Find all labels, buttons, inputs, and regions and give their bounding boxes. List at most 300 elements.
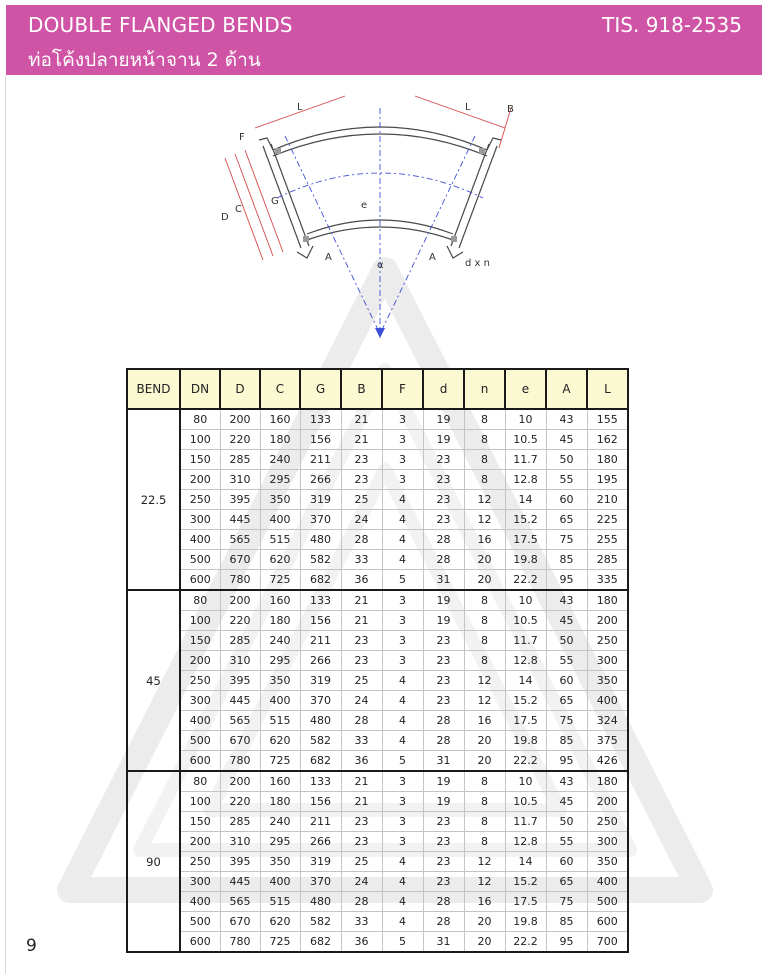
table-row	[127, 631, 628, 651]
table-cell: 4	[382, 510, 423, 530]
table-row	[127, 892, 628, 912]
table-cell: 28	[341, 892, 382, 912]
table-cell: 95	[546, 932, 587, 953]
table-cell: 670	[220, 912, 260, 932]
dimension-table	[126, 368, 629, 953]
table-cell: 19	[423, 430, 464, 450]
table-row	[127, 731, 628, 751]
table-cell: 565	[220, 530, 260, 550]
table-cell: 15.2	[505, 510, 546, 530]
table-cell: 250	[180, 490, 220, 510]
table-cell: 65	[546, 691, 587, 711]
table-row	[127, 751, 628, 772]
table-cell: 12.8	[505, 651, 546, 671]
table-row	[127, 932, 628, 953]
table-cell: 3	[382, 651, 423, 671]
table-cell: 50	[546, 812, 587, 832]
table-cell: 23	[341, 651, 382, 671]
table-cell: 23	[423, 812, 464, 832]
table-cell: 250	[180, 671, 220, 691]
svg-text:A: A	[325, 252, 332, 263]
table-cell: 682	[300, 932, 341, 953]
table-row	[127, 711, 628, 731]
table-cell: 75	[546, 892, 587, 912]
col-d: D	[220, 369, 260, 409]
table-cell: 620	[260, 912, 300, 932]
table-cell: 350	[260, 490, 300, 510]
table-cell: 295	[260, 651, 300, 671]
table-cell: 400	[260, 691, 300, 711]
table-cell: 350	[587, 671, 628, 691]
table-cell: 350	[260, 852, 300, 872]
table-cell: 75	[546, 530, 587, 550]
table-row	[127, 590, 628, 611]
table-cell: 600	[180, 932, 220, 953]
table-cell: 200	[587, 611, 628, 631]
table-cell: 23	[423, 872, 464, 892]
table-cell: 23	[423, 691, 464, 711]
table-cell: 8	[464, 771, 505, 792]
table-cell: 285	[220, 450, 260, 470]
table-cell: 500	[180, 912, 220, 932]
svg-text:C: C	[235, 204, 242, 215]
table-cell: 3	[382, 832, 423, 852]
table-cell: 5	[382, 570, 423, 591]
table-cell: 395	[220, 671, 260, 691]
table-cell: 375	[587, 731, 628, 751]
table-cell: 33	[341, 731, 382, 751]
table-cell: 43	[546, 771, 587, 792]
table-cell: 21	[341, 430, 382, 450]
table-cell: 19.8	[505, 731, 546, 751]
table-cell: 400	[180, 530, 220, 550]
table-cell: 200	[220, 590, 260, 611]
table-cell: 350	[587, 852, 628, 872]
table-cell: 370	[300, 872, 341, 892]
table-cell: 200	[587, 792, 628, 812]
table-cell: 23	[423, 631, 464, 651]
table-cell: 25	[341, 490, 382, 510]
table-cell: 4	[382, 912, 423, 932]
table-cell: 28	[423, 550, 464, 570]
table-cell: 240	[260, 631, 300, 651]
table-cell: 4	[382, 550, 423, 570]
table-cell: 45	[546, 792, 587, 812]
table-cell: 60	[546, 490, 587, 510]
table-cell: 180	[260, 611, 300, 631]
table-cell: 12	[464, 691, 505, 711]
table-cell: 3	[382, 470, 423, 490]
table-cell: 12	[464, 671, 505, 691]
table-cell: 160	[260, 771, 300, 792]
svg-text:F: F	[239, 132, 245, 143]
table-cell: 12.8	[505, 470, 546, 490]
table-cell: 15.2	[505, 872, 546, 892]
table-cell: 180	[587, 771, 628, 792]
table-cell: 500	[180, 550, 220, 570]
table-cell: 75	[546, 711, 587, 731]
col-a: A	[546, 369, 587, 409]
table-cell: 220	[220, 611, 260, 631]
table-cell: 400	[180, 711, 220, 731]
table-cell: 55	[546, 651, 587, 671]
table-cell: 620	[260, 550, 300, 570]
table-cell: 150	[180, 812, 220, 832]
table-cell: 20	[464, 751, 505, 772]
table-cell: 133	[300, 771, 341, 792]
table-cell: 565	[220, 711, 260, 731]
table-row	[127, 691, 628, 711]
table-cell: 156	[300, 430, 341, 450]
table-cell: 295	[260, 832, 300, 852]
table-cell: 200	[180, 832, 220, 852]
table-cell: 24	[341, 691, 382, 711]
table-cell: 23	[341, 450, 382, 470]
table-cell: 210	[587, 490, 628, 510]
table-cell: 8	[464, 590, 505, 611]
table-cell: 28	[423, 711, 464, 731]
table-cell: 10.5	[505, 611, 546, 631]
table-cell: 8	[464, 430, 505, 450]
table-cell: 21	[341, 590, 382, 611]
table-cell: 19.8	[505, 912, 546, 932]
table-cell: 3	[382, 430, 423, 450]
table-cell: 600	[180, 751, 220, 772]
table-cell: 22.2	[505, 932, 546, 953]
table-cell: 36	[341, 932, 382, 953]
table-cell: 250	[587, 812, 628, 832]
table-cell: 23	[423, 852, 464, 872]
table-cell: 310	[220, 470, 260, 490]
table-cell: 11.7	[505, 812, 546, 832]
svg-text:B: B	[507, 104, 514, 115]
table-cell: 220	[220, 792, 260, 812]
table-cell: 515	[260, 530, 300, 550]
table-cell: 45	[546, 430, 587, 450]
table-cell: 725	[260, 570, 300, 591]
table-cell: 4	[382, 711, 423, 731]
table-cell: 266	[300, 832, 341, 852]
table-cell: 310	[220, 651, 260, 671]
table-cell: 20	[464, 550, 505, 570]
table-cell: 285	[220, 631, 260, 651]
table-cell: 200	[180, 470, 220, 490]
title-english: DOUBLE FLANGED BENDS	[28, 13, 293, 37]
table-cell: 8	[464, 631, 505, 651]
table-cell: 8	[464, 611, 505, 631]
table-cell: 426	[587, 751, 628, 772]
table-cell: 515	[260, 892, 300, 912]
table-cell: 200	[220, 409, 260, 430]
table-cell: 400	[587, 872, 628, 892]
table-cell: 8	[464, 450, 505, 470]
table-cell: 319	[300, 671, 341, 691]
table-cell: 133	[300, 409, 341, 430]
title-thai: ท่อโค้งปลายหน้าจาน 2 ด้าน	[28, 49, 261, 71]
table-cell: 255	[587, 530, 628, 550]
page-header	[6, 5, 762, 75]
table-cell: 24	[341, 510, 382, 530]
table-cell: 480	[300, 711, 341, 731]
table-cell: 10	[505, 590, 546, 611]
table-cell: 12.8	[505, 832, 546, 852]
table-cell: 4	[382, 671, 423, 691]
table-cell: 682	[300, 751, 341, 772]
table-cell: 565	[220, 892, 260, 912]
table-cell: 23	[423, 450, 464, 470]
table-cell: 195	[587, 470, 628, 490]
table-cell: 5	[382, 751, 423, 772]
table-cell: 160	[260, 409, 300, 430]
col-bend: BEND	[127, 369, 180, 409]
col-e: e	[505, 369, 546, 409]
table-cell: 445	[220, 872, 260, 892]
table-cell: 500	[587, 892, 628, 912]
table-cell: 12	[464, 872, 505, 892]
table-row	[127, 510, 628, 530]
table-cell: 300	[587, 832, 628, 852]
table-cell: 200	[220, 771, 260, 792]
table-cell: 8	[464, 812, 505, 832]
table-cell: 50	[546, 450, 587, 470]
table-cell: 445	[220, 510, 260, 530]
table-cell: 319	[300, 490, 341, 510]
table-cell: 400	[260, 510, 300, 530]
svg-text:e: e	[361, 200, 368, 211]
table-cell: 780	[220, 751, 260, 772]
table-cell: 55	[546, 470, 587, 490]
table-cell: 8	[464, 651, 505, 671]
table-cell: 370	[300, 691, 341, 711]
table-cell: 28	[341, 530, 382, 550]
table-cell: 4	[382, 490, 423, 510]
table-cell: 266	[300, 470, 341, 490]
table-cell: 28	[423, 892, 464, 912]
table-row	[127, 409, 628, 430]
table-cell: 4	[382, 852, 423, 872]
table-cell: 31	[423, 932, 464, 953]
table-row	[127, 792, 628, 812]
table-cell: 22.2	[505, 751, 546, 772]
table-cell: 211	[300, 812, 341, 832]
table-cell: 21	[341, 409, 382, 430]
table-cell: 5	[382, 932, 423, 953]
table-cell: 780	[220, 932, 260, 953]
table-cell: 19	[423, 771, 464, 792]
table-cell: 670	[220, 731, 260, 751]
col-g: G	[300, 369, 341, 409]
table-cell: 45	[546, 611, 587, 631]
table-cell: 10	[505, 409, 546, 430]
table-cell: 200	[180, 651, 220, 671]
table-cell: 3	[382, 631, 423, 651]
table-cell: 43	[546, 590, 587, 611]
table-cell: 28	[423, 731, 464, 751]
table-cell: 324	[587, 711, 628, 731]
svg-text:L: L	[297, 102, 303, 113]
table-cell: 23	[341, 470, 382, 490]
table-cell: 80	[180, 771, 220, 792]
table-cell: 33	[341, 550, 382, 570]
table-row	[127, 611, 628, 631]
table-cell: 23	[423, 651, 464, 671]
table-row	[127, 550, 628, 570]
table-cell: 11.7	[505, 631, 546, 651]
table-cell: 10.5	[505, 430, 546, 450]
table-cell: 80	[180, 590, 220, 611]
table-cell: 60	[546, 852, 587, 872]
table-cell: 12	[464, 490, 505, 510]
col-c: C	[260, 369, 300, 409]
col-l: L	[587, 369, 628, 409]
table-cell: 3	[382, 611, 423, 631]
table-cell: 3	[382, 812, 423, 832]
table-cell: 180	[260, 430, 300, 450]
table-cell: 12	[464, 852, 505, 872]
table-cell: 23	[341, 631, 382, 651]
table-row	[127, 812, 628, 832]
table-cell: 80	[180, 409, 220, 430]
table-cell: 95	[546, 570, 587, 591]
table-cell: 28	[341, 711, 382, 731]
table-cell: 19	[423, 611, 464, 631]
table-cell: 24	[341, 872, 382, 892]
table-cell: 600	[180, 570, 220, 591]
table-cell: 310	[220, 832, 260, 852]
table-cell: 211	[300, 631, 341, 651]
table-cell: 225	[587, 510, 628, 530]
bend-angle-cell: 22.5	[127, 409, 180, 590]
table-cell: 21	[341, 771, 382, 792]
table-cell: 85	[546, 550, 587, 570]
table-cell: 23	[423, 470, 464, 490]
table-cell: 150	[180, 450, 220, 470]
table-row	[127, 470, 628, 490]
table-cell: 16	[464, 711, 505, 731]
table-cell: 285	[220, 812, 260, 832]
table-cell: 28	[423, 912, 464, 932]
table-cell: 300	[180, 691, 220, 711]
table-cell: 85	[546, 731, 587, 751]
table-cell: 25	[341, 671, 382, 691]
table-cell: 20	[464, 932, 505, 953]
table-cell: 180	[587, 450, 628, 470]
table-cell: 55	[546, 832, 587, 852]
table-header-row	[127, 369, 628, 409]
table-cell: 3	[382, 450, 423, 470]
table-cell: 480	[300, 530, 341, 550]
table-cell: 28	[423, 530, 464, 550]
table-cell: 14	[505, 671, 546, 691]
col-n: n	[464, 369, 505, 409]
table-cell: 395	[220, 490, 260, 510]
table-row	[127, 671, 628, 691]
table-cell: 8	[464, 409, 505, 430]
table-cell: 19.8	[505, 550, 546, 570]
table-cell: 3	[382, 409, 423, 430]
left-margin-rule	[5, 75, 6, 974]
table-cell: 600	[587, 912, 628, 932]
table-cell: 180	[260, 792, 300, 812]
col-d-bolt: d	[423, 369, 464, 409]
table-cell: 4	[382, 872, 423, 892]
table-cell: 21	[341, 611, 382, 631]
table-cell: 582	[300, 731, 341, 751]
table-cell: 319	[300, 852, 341, 872]
table-cell: 370	[300, 510, 341, 530]
table-cell: 8	[464, 470, 505, 490]
table-cell: 780	[220, 570, 260, 591]
table-cell: 3	[382, 590, 423, 611]
table-cell: 670	[220, 550, 260, 570]
svg-text:D: D	[221, 212, 229, 223]
table-row	[127, 771, 628, 792]
table-cell: 335	[587, 570, 628, 591]
table-cell: 445	[220, 691, 260, 711]
table-cell: 23	[423, 510, 464, 530]
table-cell: 60	[546, 671, 587, 691]
page-number: 9	[26, 936, 37, 956]
standard-code: TIS. 918-2535	[602, 13, 742, 37]
table-cell: 133	[300, 590, 341, 611]
table-cell: 620	[260, 731, 300, 751]
table-cell: 33	[341, 912, 382, 932]
table-cell: 515	[260, 711, 300, 731]
table-cell: 22.2	[505, 570, 546, 591]
table-cell: 65	[546, 510, 587, 530]
table-cell: 85	[546, 912, 587, 932]
table-cell: 400	[260, 872, 300, 892]
bend-diagram	[215, 88, 515, 344]
table-row	[127, 832, 628, 852]
table-cell: 23	[423, 490, 464, 510]
table-cell: 19	[423, 792, 464, 812]
table-cell: 8	[464, 792, 505, 812]
table-cell: 725	[260, 932, 300, 953]
table-cell: 10	[505, 771, 546, 792]
table-cell: 400	[180, 892, 220, 912]
table-cell: 50	[546, 631, 587, 651]
table-row	[127, 570, 628, 591]
table-cell: 16	[464, 530, 505, 550]
table-cell: 582	[300, 912, 341, 932]
table-cell: 3	[382, 792, 423, 812]
table-cell: 700	[587, 932, 628, 953]
table-cell: 725	[260, 751, 300, 772]
svg-text:d x n: d x n	[465, 258, 490, 269]
table-cell: 100	[180, 792, 220, 812]
table-cell: 17.5	[505, 711, 546, 731]
svg-text:A: A	[429, 252, 436, 263]
table-cell: 36	[341, 751, 382, 772]
table-cell: 4	[382, 731, 423, 751]
table-row	[127, 430, 628, 450]
table-cell: 31	[423, 570, 464, 591]
table-cell: 14	[505, 490, 546, 510]
col-f: F	[382, 369, 423, 409]
table-row	[127, 530, 628, 550]
table-cell: 3	[382, 771, 423, 792]
table-cell: 4	[382, 691, 423, 711]
table-cell: 20	[464, 731, 505, 751]
table-cell: 100	[180, 611, 220, 631]
table-row	[127, 872, 628, 892]
table-cell: 17.5	[505, 892, 546, 912]
table-cell: 162	[587, 430, 628, 450]
table-cell: 11.7	[505, 450, 546, 470]
table-cell: 350	[260, 671, 300, 691]
table-cell: 300	[180, 510, 220, 530]
